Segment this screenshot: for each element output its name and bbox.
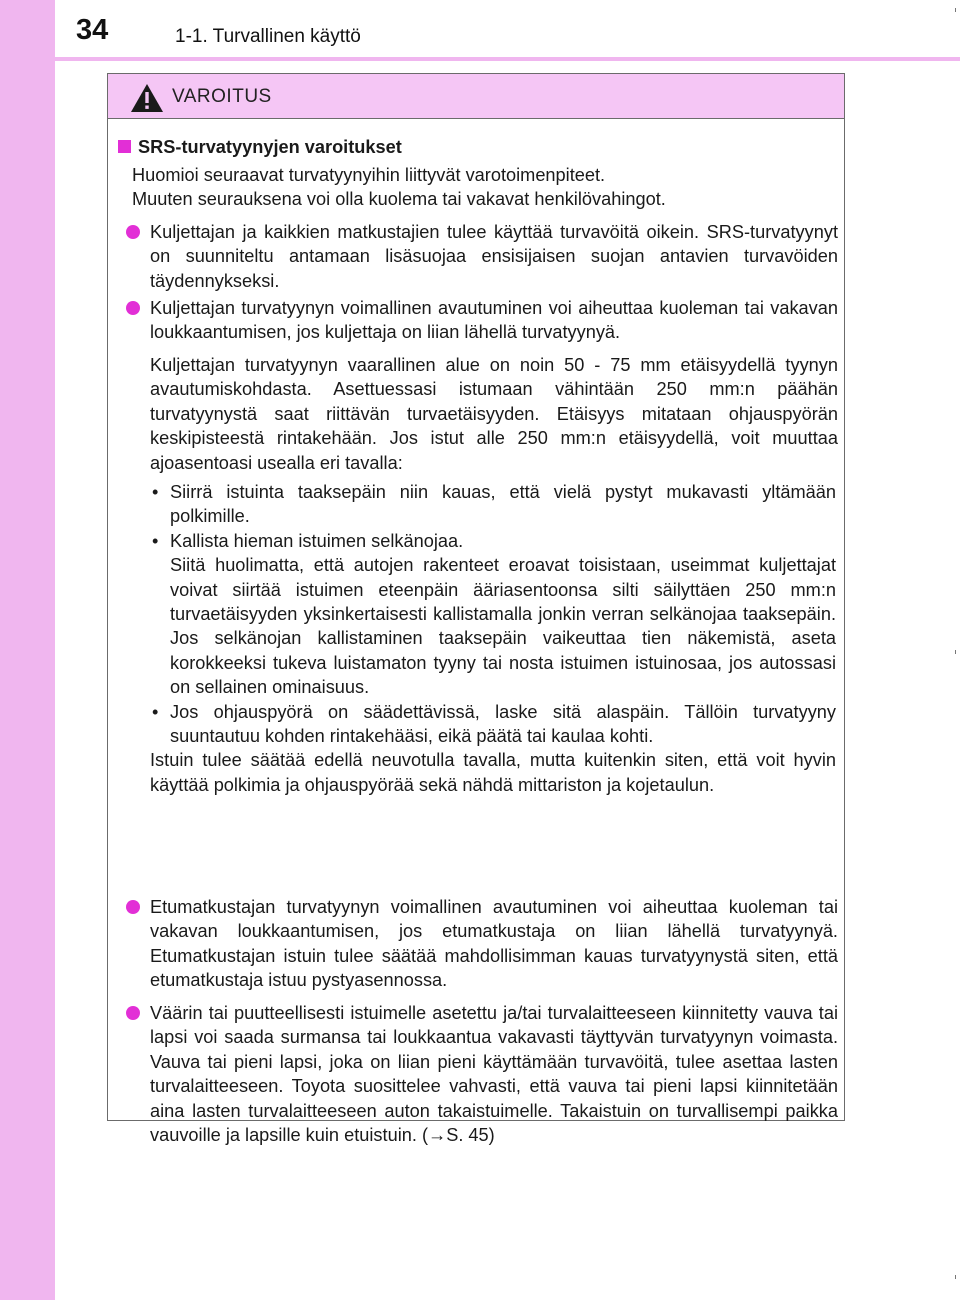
warning-box <box>107 73 845 1146</box>
list-item-text: Väärin tai puutteellisesti istuimelle asetettu ja/tai turvalaitteeseen kiinnitetty vauva tai lapsi voi saada surmansa tai loukkaantua vakavasti täyttyvän turvatyynyn voimasta. Vauva tai pieni lapsi, joka on liian pieni käyttämään turvavöitä, tulee asettaa lasten turvalaitteeseen. Toyota suosittelee vahvasti, että vauva tai pieni lapsi kiinnitetään aina lasten turvalaitteeseen auton takaistuimelle. Takaistuin on turvallisempi paikka vauvoille ja lapsille kuin etuistuin. (→S. 45) <box>150 1003 838 1146</box>
section-title: 1-1. Turvallinen käyttö <box>175 26 361 47</box>
list-item-text: Etumatkustajan turvatyynyn voimallinen avautuminen voi aiheuttaa kuoleman tai vakavan loukkaantumisen, jos etumatkustaja on liian lähellä turvatyynyä. Etumatkustajan istuin tulee säätää mahdollisimman kauas turvatyynystä siten, että etumatkustaja istuu pystyasennossa. <box>150 897 838 991</box>
adjustment-item <box>152 480 836 529</box>
airbag-distance-paragraph: Kuljettajan turvatyynyn vaarallinen alue on noin 50 - 75 mm etäisyydellä tyynyn avautumiskohdasta. Asettuessasi istumaan vähintään 250 mm:n päähän turvatyynystä saat riittävän turvaetäisyyden. Etäisyys mitataan ohjauspyörän keskipisteestä rintakehään. Jos istut alle 250 mm:n etäisyydellä, voit muuttaa ajoasentoasi usealla eri tavalla: <box>150 355 838 473</box>
list-item <box>126 296 838 345</box>
adjustment-item <box>152 700 836 749</box>
adjustment-text: Siirrä istuinta taaksepäin niin kauas, että vielä pystyt mukavasti yltämään polkimille. <box>170 482 836 527</box>
list-item <box>126 895 838 993</box>
adjustment-text: Jos ohjauspyörä on säädettävissä, laske sitä alaspäin. Tällöin turvatyyny suuntautuu kohden rintakehääsi, eikä päätä tai kaulaa kohti. <box>170 701 836 747</box>
list-item <box>126 220 838 293</box>
crop-mark <box>955 1275 956 1279</box>
circle-bullet-icon <box>126 1006 140 1020</box>
circle-bullet-icon <box>126 900 140 914</box>
crop-mark <box>955 8 956 12</box>
crop-mark <box>955 650 956 654</box>
intro-line: Huomioi seuraavat turvatyynyihin liittyvät varotoimenpiteet. <box>132 165 606 185</box>
circle-bullet-icon <box>126 225 140 239</box>
dot-bullet: • <box>152 701 159 722</box>
adjustment-list <box>152 480 836 797</box>
warning-intro <box>132 163 832 212</box>
list-item <box>126 1001 838 1147</box>
adjustment-item <box>152 529 836 700</box>
page-number: 34 <box>76 14 109 46</box>
list-item-text: Kuljettajan turvatyynyn voimallinen avautuminen voi aiheuttaa kuoleman tai vakavan loukkaantumisen, jos kuljettaja on liian lähellä turvatyynyä. <box>150 298 838 343</box>
warning-header <box>108 74 844 119</box>
dot-bullet: • <box>152 482 159 502</box>
warning-heading-text: SRS-turvatyynyjen varoitukset <box>138 137 402 157</box>
adjustment-text: Kallista hieman istuimen selkänojaa. <box>170 530 464 551</box>
square-bullet-icon <box>118 140 131 153</box>
warning-triangle-icon <box>130 83 164 113</box>
side-color-band <box>0 0 55 1300</box>
dot-bullet: • <box>152 530 159 551</box>
closing-paragraph: Istuin tulee säätää edellä neuvotulla tavalla, mutta kuitenkin siten, että voit hyvin käyttää polkimia ja ohjauspyörää sekä nähdä mittariston ja kojetaulun. <box>150 750 836 795</box>
warning-title: VAROITUS <box>172 86 272 107</box>
intro-line: Muuten seurauksena voi olla kuolema tai vakavat henkilövahingot. <box>132 189 666 210</box>
list-item-text: Kuljettajan ja kaikkien matkustajien tulee käyttää turvavöitä oikein. SRS-turvatyynyt on suunniteltu antamaan lisäsuojaa ensisijaisen suojan antavien turvavöiden täydennykseksi. <box>150 222 838 291</box>
circle-bullet-icon <box>126 301 140 315</box>
header-rule <box>55 57 960 61</box>
warning-heading <box>118 135 402 159</box>
adjustment-extra-text: Siitä huolimatta, että autojen rakenteet eroavat toisistaan, useimmat kuljettajat voivat siirtää istuimen eteenpäin ääriasentoonsa silti säilyttäen 250 mm:n turvaetäisyyden yksinkertaisesti kallistamalla jonkin verran selkänojaa taaksepäin. Jos selkänojan kallistaminen taaksepäin vaikeuttaa tien näkemistä, aseta korokkeeksi tukeva luistamaton tyyny tai nosta istuimen istuinosaa, jos autossasi on sellainen ominaisuus. <box>170 555 836 698</box>
